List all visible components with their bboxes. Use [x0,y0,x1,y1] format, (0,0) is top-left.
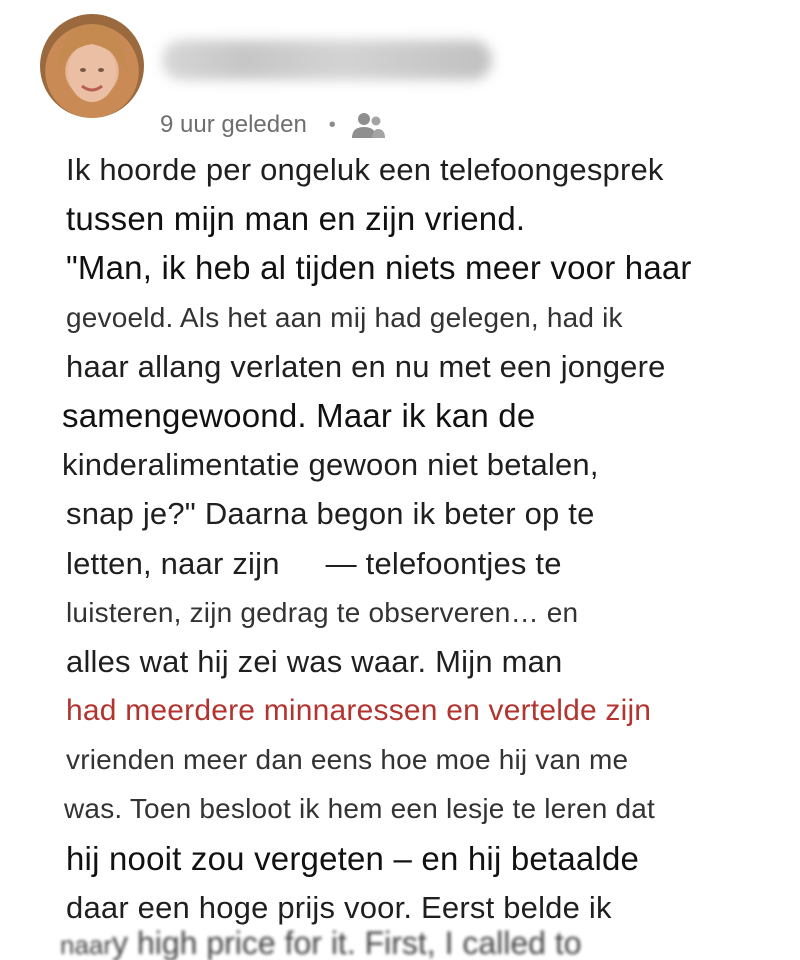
comment-line-part: letten, naar zijn [66,545,280,581]
comment-line: hij nooit zou vergeten – en hij betaalde [66,839,640,877]
comment-line: daar een hoge prijs voor. Eerst belde ik [66,889,612,925]
overflow-first-word: naar [60,930,113,960]
comment-line: haar allang verlaten en nu met een jongere [66,348,666,384]
avatar-face-icon [40,14,144,118]
username-blurred[interactable] [162,40,492,80]
comment-line: was. Toen besloot ik hem een lesje te leren dat [64,793,656,825]
post-meta [160,108,386,142]
comment-line: luisteren, zijn gedrag te observeren… en [66,596,579,628]
comment-line: samengewoond. Maar ik kan de [62,396,536,434]
people-icon [350,110,386,140]
post-timestamp: 9 uur geleden [160,111,307,138]
comment-line: Ik hoorde per ongeluk een telefoongesprek [66,152,664,187]
avatar[interactable] [40,14,144,118]
comment-line: tussen mijn man en zijn vriend. [66,200,526,238]
comment-line-part: — telefoontjes te [325,545,562,581]
comment-line: gevoeld. Als het aan mij had gelegen, had ik [66,301,623,333]
comment-line: kinderalimentatie gewoon niet betalen, [62,447,599,483]
comment-line: "Man, ik heb al tijden niets meer voor haar [66,249,692,287]
comment-line: alles wat hij zei was waar. Mijn man [66,643,563,679]
meta-separator: • [328,113,336,136]
comment-line-split [66,539,786,588]
overflow-blurred-text [60,925,582,960]
comment-line: snap je?" Daarna begon ik beter op te [66,496,595,532]
overflow-rest-text: y high price for it. First, I called to [112,925,582,960]
comment-body [62,145,786,932]
comment-line: vrienden meer dan eens hoe moe hij van me [66,744,629,776]
highlighted-comment-line: had meerdere minnaressen en vertelde zijn [66,694,652,728]
